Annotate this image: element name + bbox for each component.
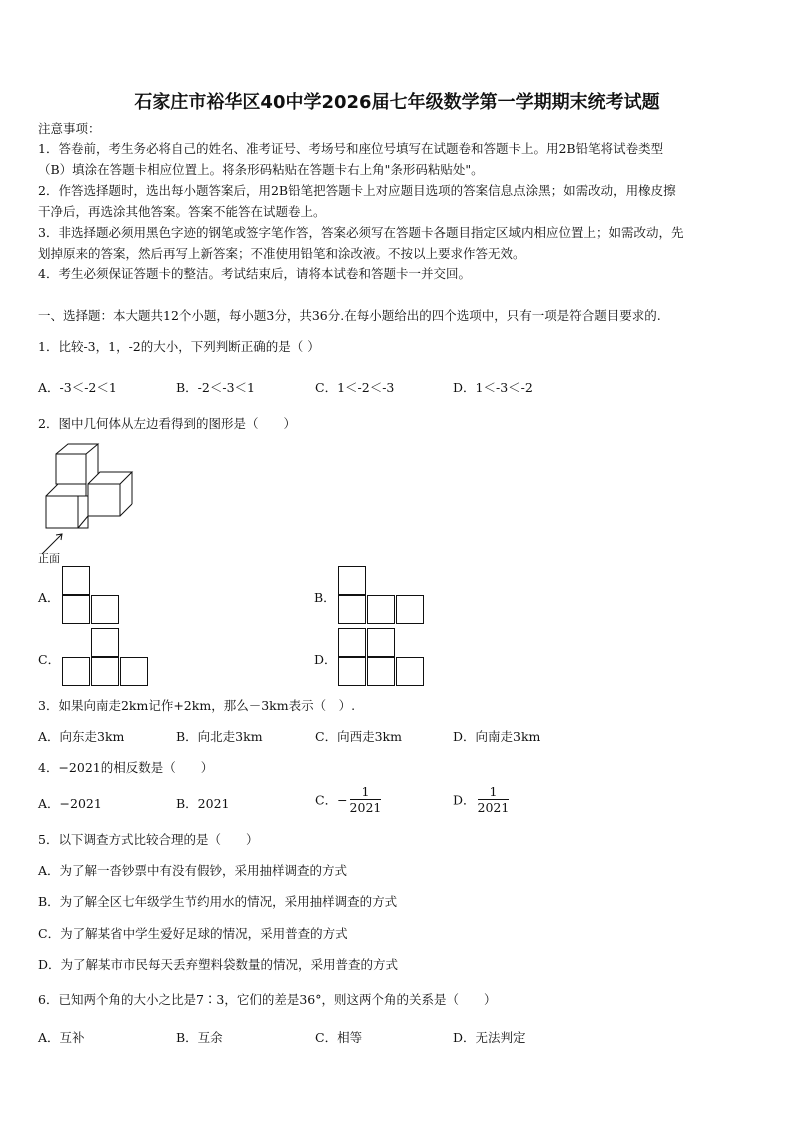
q2-option-c-label[interactable]: C．	[38, 652, 61, 667]
question-6-stem: 6．已知两个角的大小之比是7∶3，它们的差是36°，则这两个角的关系是（ ）	[38, 992, 497, 1007]
q3-option-b[interactable]: B．向北走3km	[176, 729, 263, 744]
q5-option-d[interactable]: D．为了解某市市民每天丢弃塑料袋数量的情况，采用普查的方式	[38, 957, 399, 972]
fraction-denominator: 2021	[477, 800, 510, 815]
question-3-stem: 3．如果向南走2km记作+2km，那么－3km表示（ ）.	[38, 698, 356, 713]
q4-option-c-label: C．−	[315, 792, 348, 808]
notice-line: 3．非选择题必须用黑色字迹的钢笔或签字笔作答，答案必须写在答题卡各题目指定区域内相应位置上；如需改动，先	[38, 225, 684, 240]
q1-option-d[interactable]: D．1＜-3＜-2	[453, 380, 533, 395]
q2-option-d-figure[interactable]	[338, 628, 428, 688]
q5-option-c[interactable]: C．为了解某省中学生爱好足球的情况，采用普查的方式	[38, 926, 348, 941]
question-5-stem: 5．以下调查方式比较合理的是（ ）	[38, 832, 259, 847]
question-1-stem: 1．比较-3，1，-2的大小，下列判断正确的是（ ）	[38, 339, 320, 354]
notice-line: 1．答卷前，考生务必将自己的姓名、准考证号、考场号和座位号填写在试题卷和答题卡上。用2B铅笔将试卷类型	[38, 141, 664, 156]
q4-option-d-label: D．	[453, 792, 476, 808]
q2-option-b-figure[interactable]	[338, 566, 428, 626]
q6-option-b[interactable]: B．互余	[176, 1030, 223, 1045]
cube-solid-figure	[36, 440, 146, 565]
fraction-numerator: 1	[478, 784, 510, 800]
q3-option-d[interactable]: D．向南走3km	[453, 729, 541, 744]
q3-option-c[interactable]: C．向西走3km	[315, 729, 402, 744]
notice-line: 干净后，再选涂其他答案。答案不能答在试题卷上。	[38, 204, 326, 219]
q5-option-b[interactable]: B．为了解全区七年级学生节约用水的情况，采用抽样调查的方式	[38, 894, 398, 909]
q1-option-b[interactable]: B．-2＜-3＜1	[176, 380, 255, 395]
question-4-stem: 4．−2021的相反数是（ ）	[38, 760, 214, 775]
q4-option-b[interactable]: B．2021	[176, 796, 230, 811]
page-title: 石家庄市裕华区40中学2026届七年级数学第一学期期末统考试题	[134, 92, 660, 113]
q3-option-a[interactable]: A．向东走3km	[38, 729, 125, 744]
fraction-numerator: 1	[350, 784, 382, 800]
section-heading: 一、选择题：本大题共12个小题，每小题3分，共36分.在每小题给出的四个选项中，只有一项是符合题目要求的.	[38, 308, 661, 323]
notice-line: 2．作答选择题时，选出每小题答案后，用2B铅笔把答题卡上对应题目选项的答案信息点涂黑；如需改动，用橡皮擦	[38, 183, 676, 198]
q2-option-c-figure[interactable]	[62, 628, 152, 688]
fraction-denominator: 2021	[349, 800, 382, 815]
q6-option-a[interactable]: A．互补	[38, 1030, 85, 1045]
q4-option-c[interactable]	[315, 784, 381, 815]
notice-line: （B）填涂在答题卡相应位置上。将条形码粘贴在答题卡右上角"条形码粘贴处"。	[38, 162, 484, 177]
q4-option-d[interactable]	[453, 784, 509, 815]
fraction	[350, 784, 382, 815]
q2-option-b-label[interactable]: B．	[314, 590, 336, 605]
notice-line: 划掉原来的答案，然后再写上新答案；不准使用铅笔和涂改液。不按以上要求作答无效。	[38, 246, 526, 261]
q2-option-a-label[interactable]: A．	[38, 590, 60, 605]
q6-option-d[interactable]: D．无法判定	[453, 1030, 526, 1045]
question-2-stem: 2．图中几何体从左边看得到的图形是（ ）	[38, 416, 296, 431]
notice-line: 4．考生必须保证答题卡的整洁。考试结束后，请将本试卷和答题卡一并交回。	[38, 266, 471, 281]
q1-option-a[interactable]: A．-3＜-2＜1	[38, 380, 117, 395]
q4-option-a[interactable]: A．−2021	[38, 796, 102, 811]
q6-option-c[interactable]: C．相等	[315, 1030, 363, 1045]
q2-option-d-label[interactable]: D．	[314, 652, 337, 667]
front-label: 正面	[38, 552, 60, 565]
q5-option-a[interactable]: A．为了解一沓钞票中有没有假钞，采用抽样调查的方式	[38, 863, 348, 878]
q2-option-a-figure[interactable]	[62, 566, 122, 626]
q1-option-c[interactable]: C．1＜-2＜-3	[315, 380, 395, 395]
notice-heading: 注意事项：	[38, 121, 101, 136]
fraction	[478, 784, 510, 815]
